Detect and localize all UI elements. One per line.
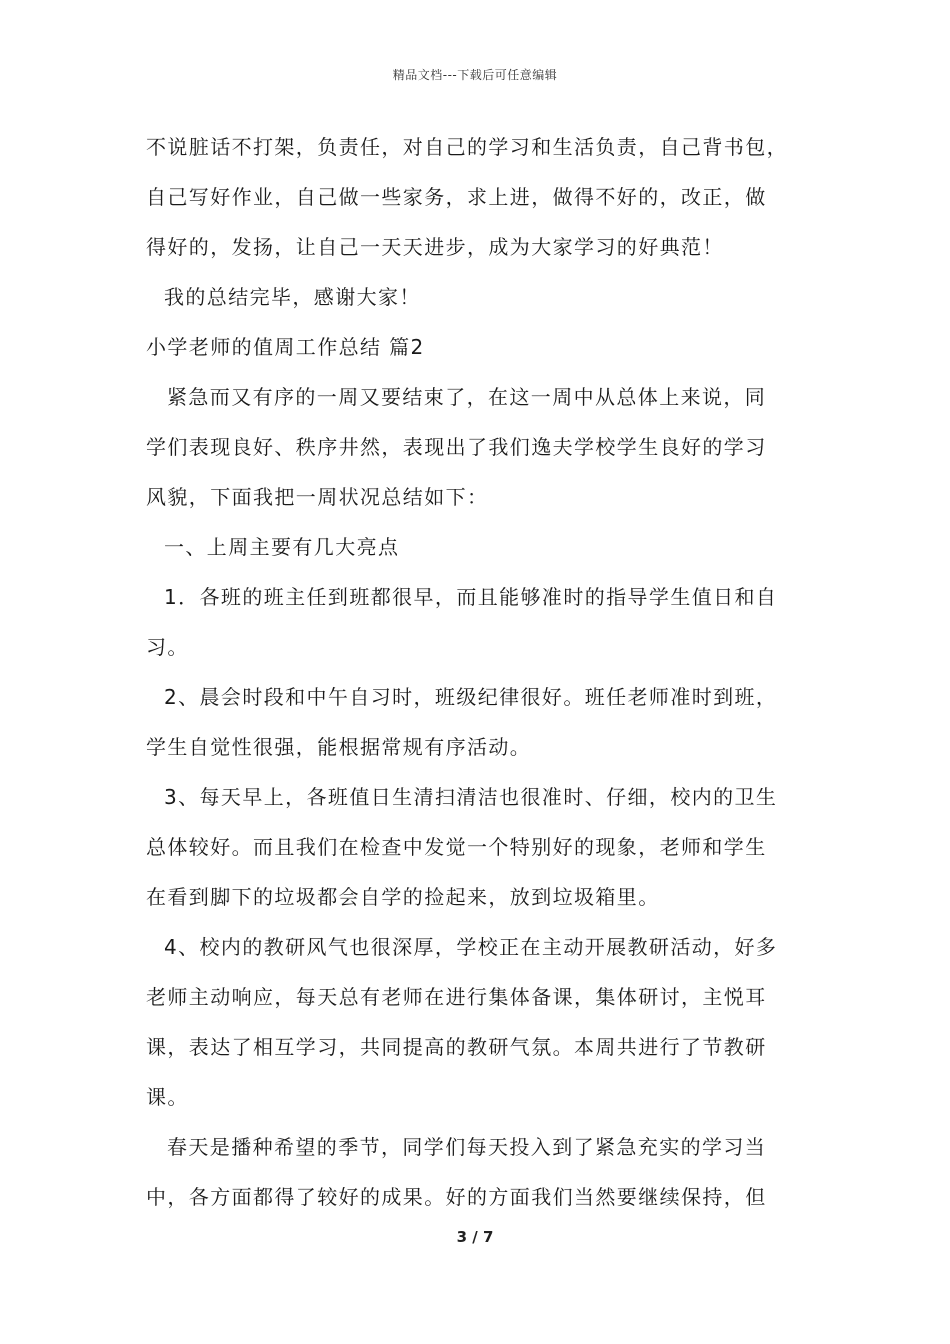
body-line: 得好的，发扬，让自己一天天进步，成为大家学习的好典范！: [146, 235, 724, 259]
body-line: 紧急而又有序的一周又要结束了，在这一周中从总体上来说，同: [167, 385, 767, 409]
body-line: 2、晨会时段和中午自习时，班级纪律很好。班任老师准时到班，: [164, 685, 778, 709]
body-line: 1．各班的班主任到班都很早，而且能够准时的指导学生值日和自: [164, 585, 778, 609]
body-line: 自己写好作业，自己做一些家务，求上进，做得不好的，改正，做: [146, 185, 767, 209]
body-line: 总体较好。而且我们在检查中发觉一个特别好的现象，老师和学生: [146, 835, 767, 859]
body-line: 一、上周主要有几大亮点: [164, 535, 400, 559]
body-line: 在看到脚下的垃圾都会自学的捡起来，放到垃圾箱里。: [146, 885, 660, 909]
body-line: 课，表达了相互学习，共同提高的教研气氛。本周共进行了节教研: [146, 1035, 767, 1059]
body-line: 4、校内的教研风气也很深厚，学校正在主动开展教研活动，好多: [164, 935, 778, 959]
body-line: 不说脏话不打架，负责任，对自己的学习和生活负责，自己背书包，: [146, 135, 788, 159]
section-heading: 小学老师的值周工作总结 篇2: [146, 335, 425, 359]
document-header: 精品文档---下载后可任意编辑: [392, 68, 558, 82]
body-line: 3、每天早上，各班值日生清扫清洁也很准时、仔细，校内的卫生: [164, 785, 778, 809]
body-line: 春天是播种希望的季节，同学们每天投入到了紧急充实的学习当: [167, 1135, 767, 1159]
body-line: 中，各方面都得了较好的成果。好的方面我们当然要继续保持，但: [146, 1185, 767, 1209]
page-number: 3 / 7: [456, 1228, 494, 1246]
body-line: 我的总结完毕，感谢大家！: [164, 285, 421, 309]
body-line: 学生自觉性很强，能根据常规有序活动。: [146, 735, 532, 759]
body-line: 习。: [146, 635, 189, 659]
body-line: 学们表现良好、秩序井然，表现出了我们逸夫学校学生良好的学习: [146, 435, 767, 459]
body-line: 课。: [146, 1085, 189, 1109]
body-line: 风貌，下面我把一周状况总结如下：: [146, 485, 489, 509]
body-line: 老师主动响应，每天总有老师在进行集体备课，集体研讨，主悦耳: [146, 985, 767, 1009]
